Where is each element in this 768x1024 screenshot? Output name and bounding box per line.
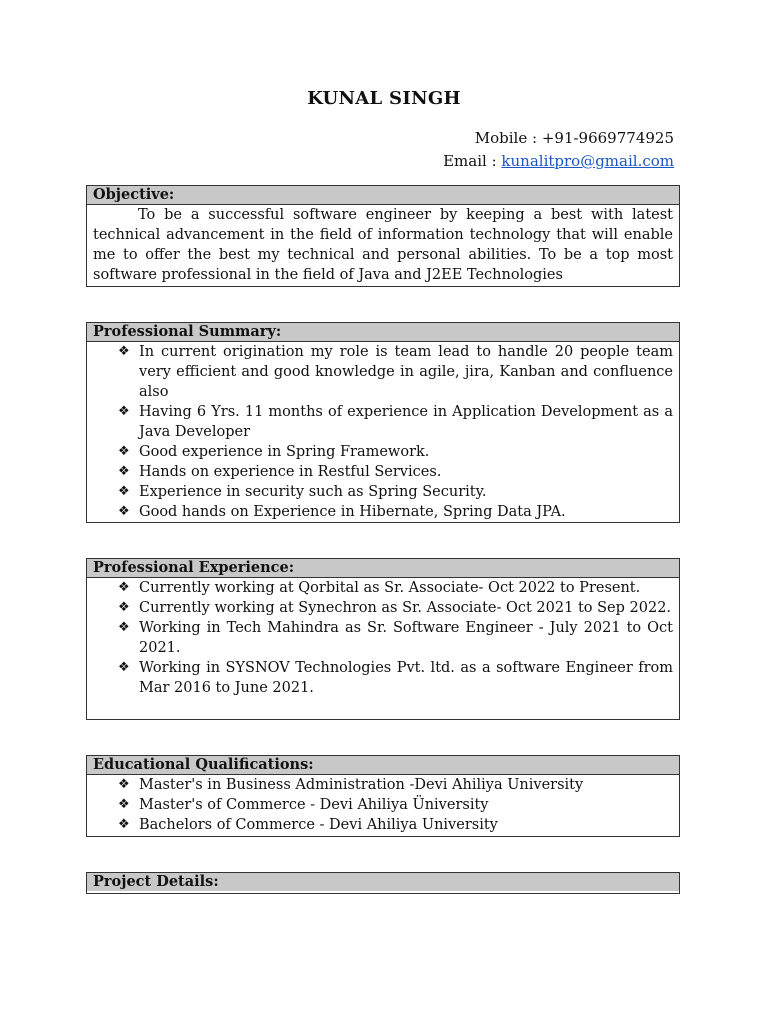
objective-text: To be a successful software engineer by keeping a best with latest technical advancement in the field of information technology that will enable me to offer the best my technical and personal abilities. To be a top most software professional in the field of Java and J2EE Technologies [93, 207, 673, 283]
list-item [118, 402, 673, 442]
email-label: Email : [443, 152, 502, 170]
education-list [93, 775, 673, 835]
diamond-bullet-icon: ❖ [118, 484, 130, 499]
professional-summary-body [87, 342, 679, 523]
list-item [118, 578, 673, 598]
list-item-text: Good experience in Spring Framework. [139, 444, 430, 460]
educational-qualifications-body [87, 775, 679, 836]
project-details-heading: Project Details: [87, 873, 679, 891]
list-item-text: Working in SYSNOV Technologies Pvt. ltd. as a software Engineer from Mar 2016 to June 2021. [139, 660, 673, 696]
diamond-bullet-icon: ❖ [118, 464, 130, 479]
list-item [118, 502, 673, 522]
list-item-text: Currently working at Synechron as Sr. Associate- Oct 2021 to Sep 2022. [139, 600, 672, 616]
list-item-text: Master's of Commerce - Devi Ahiliya Üniversity [139, 797, 489, 813]
diamond-bullet-icon: ❖ [118, 600, 130, 615]
list-item [118, 462, 673, 482]
mobile-number: +91-9669774925 [541, 129, 674, 147]
mobile-label: Mobile : [474, 129, 542, 147]
diamond-bullet-icon: ❖ [118, 620, 130, 635]
list-item-text: Bachelors of Commerce - Devi Ahiliya University [139, 817, 498, 833]
list-item-text: Working in Tech Mahindra as Sr. Software Engineer - July 2021 to Oct 2021. [139, 620, 673, 656]
list-item [118, 598, 673, 618]
diamond-bullet-icon: ❖ [118, 580, 130, 595]
mobile-line [475, 127, 674, 149]
educational-qualifications-section [86, 755, 680, 837]
professional-experience-section [86, 558, 680, 720]
list-item-text: In current origination my role is team lead to handle 20 people team very efficient and good knowledge in agile, jira, Kanban and confluence also [139, 344, 673, 400]
list-item [118, 618, 673, 658]
email-link[interactable]: kunalitpro@gmail.com [501, 152, 674, 170]
diamond-bullet-icon: ❖ [118, 344, 130, 359]
educational-qualifications-heading: Educational Qualifications: [87, 756, 679, 775]
list-item-text: Having 6 Yrs. 11 months of experience in Application Development as a Java Developer [139, 404, 673, 440]
list-item [118, 658, 673, 698]
candidate-name: KUNAL SINGH [307, 88, 461, 109]
list-item-text: Experience in security such as Spring Security. [139, 484, 487, 500]
diamond-bullet-icon: ❖ [118, 797, 130, 812]
list-item-text: Hands on experience in Restful Services. [139, 464, 442, 480]
list-item [118, 795, 673, 815]
professional-summary-heading: Professional Summary: [87, 323, 679, 342]
diamond-bullet-icon: ❖ [118, 817, 130, 832]
list-item [118, 815, 673, 835]
diamond-bullet-icon: ❖ [118, 404, 130, 419]
list-item-text: Currently working at Qorbital as Sr. Associate- Oct 2022 to Present. [139, 580, 641, 596]
list-item [118, 482, 673, 502]
summary-list [93, 342, 673, 522]
diamond-bullet-icon: ❖ [118, 444, 130, 459]
list-item [118, 442, 673, 462]
professional-experience-body [87, 578, 679, 699]
list-item-text: Master's in Business Administration -Devi Ahiliya University [139, 777, 584, 793]
diamond-bullet-icon: ❖ [118, 504, 130, 519]
professional-experience-heading: Professional Experience: [87, 559, 679, 578]
list-item-text: Good hands on Experience in Hibernate, Spring Data JPA. [139, 504, 566, 520]
objective-section [86, 185, 680, 287]
objective-body [87, 205, 679, 286]
diamond-bullet-icon: ❖ [118, 777, 130, 792]
project-details-section [86, 872, 680, 894]
diamond-bullet-icon: ❖ [118, 660, 130, 675]
professional-summary-section [86, 322, 680, 523]
email-line [443, 150, 674, 172]
objective-heading: Objective: [87, 186, 679, 205]
list-item [118, 342, 673, 402]
list-item [118, 775, 673, 795]
experience-list [93, 578, 673, 698]
